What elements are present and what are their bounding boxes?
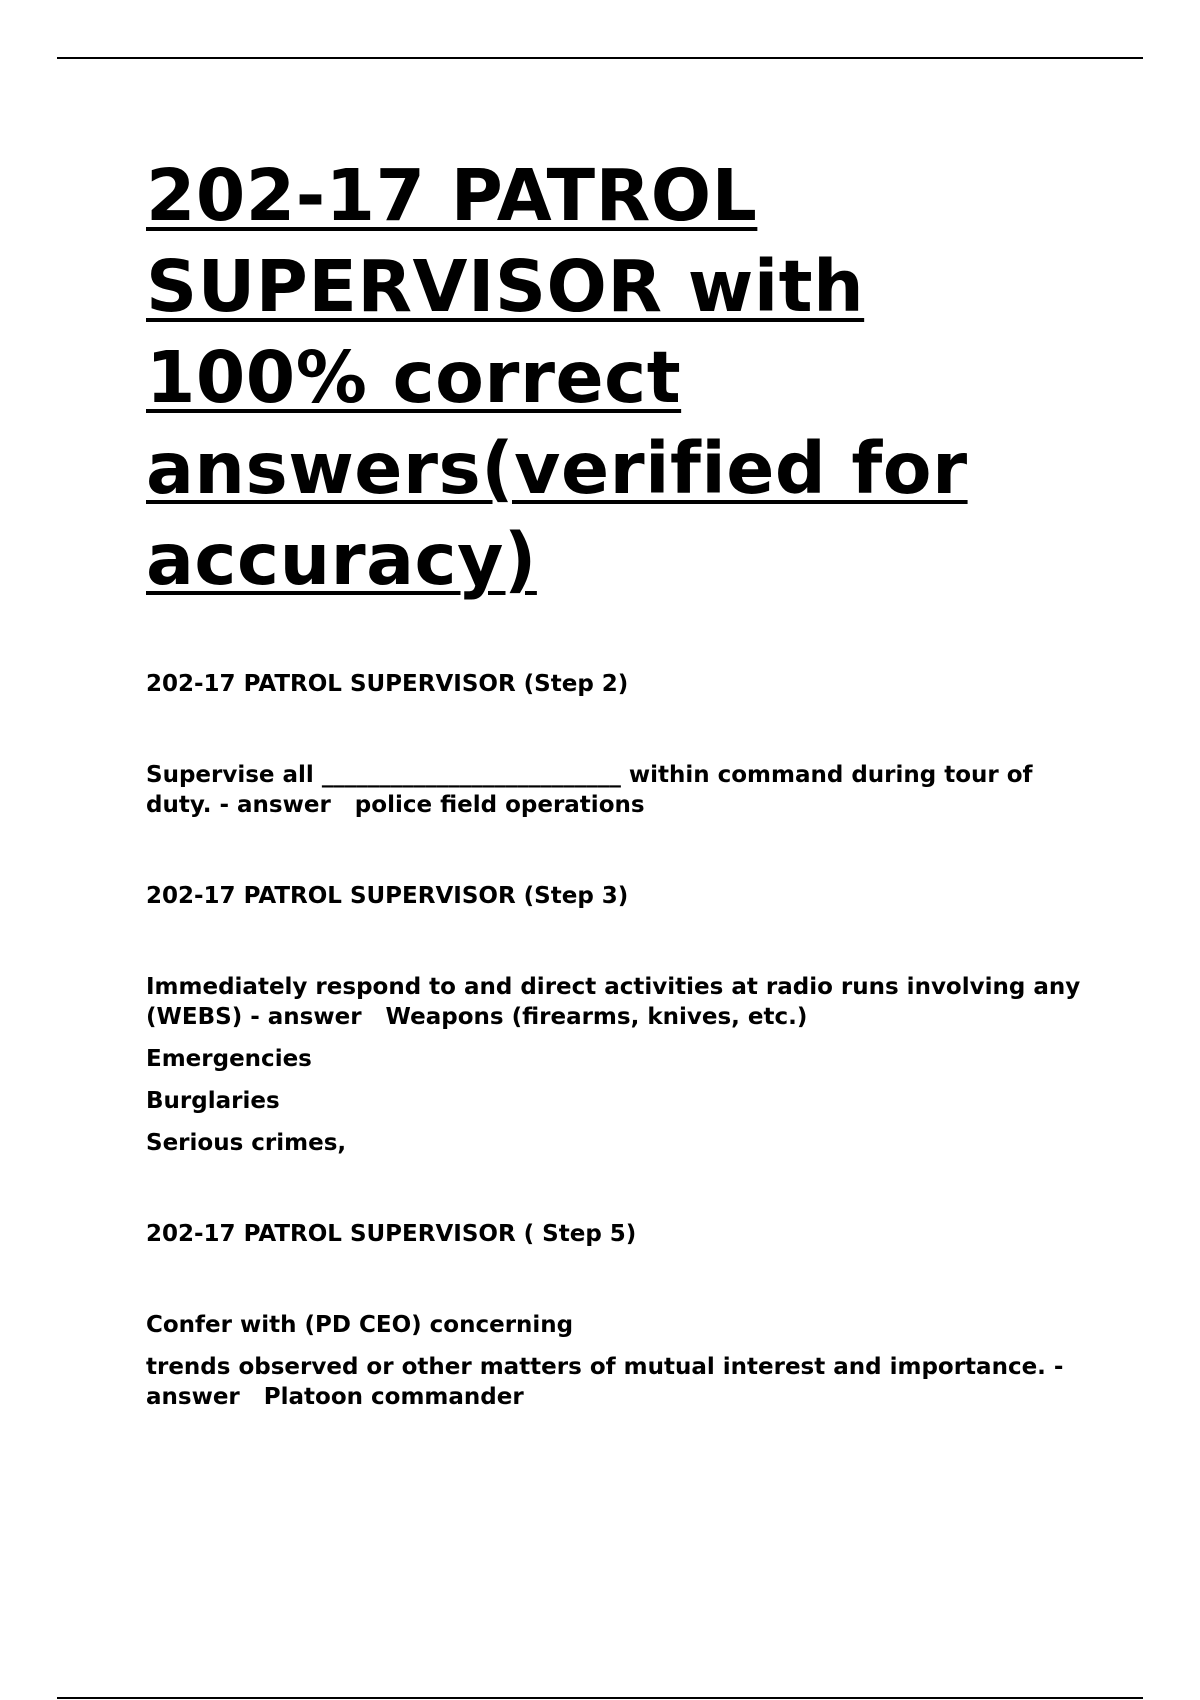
document-body [146, 150, 1089, 1412]
question-step-5: Confer with (PD CEO) concerning [146, 1312, 574, 1338]
question-step-2: Supervise all __________________________ within command during tour of duty. - answer police field operations [146, 762, 1041, 818]
header-rule [57, 57, 1143, 59]
document-title: 202-17 PATROL SUPERVISOR with 100% correct answers(verified for accuracy) [146, 154, 968, 601]
question-step-3: Immediately respond to and direct activities at radio runs involving any (WEBS) - answer Weapons (firearms, knives, etc.) [146, 974, 1089, 1030]
section-heading-step-2: 202-17 PATROL SUPERVISOR (Step 2) [146, 671, 629, 697]
question-step-5-continuation: trends observed or other matters of mutual interest and importance. - answer Platoon commander [146, 1354, 1072, 1410]
section-heading-step-3: 202-17 PATROL SUPERVISOR (Step 3) [146, 883, 629, 909]
footer-rule [57, 1697, 1143, 1699]
answer-line-burglaries: Burglaries [146, 1088, 280, 1114]
section-heading-step-5: 202-17 PATROL SUPERVISOR ( Step 5) [146, 1221, 637, 1247]
answer-line-serious-crimes: Serious crimes, [146, 1130, 347, 1156]
answer-line-emergencies: Emergencies [146, 1046, 312, 1072]
